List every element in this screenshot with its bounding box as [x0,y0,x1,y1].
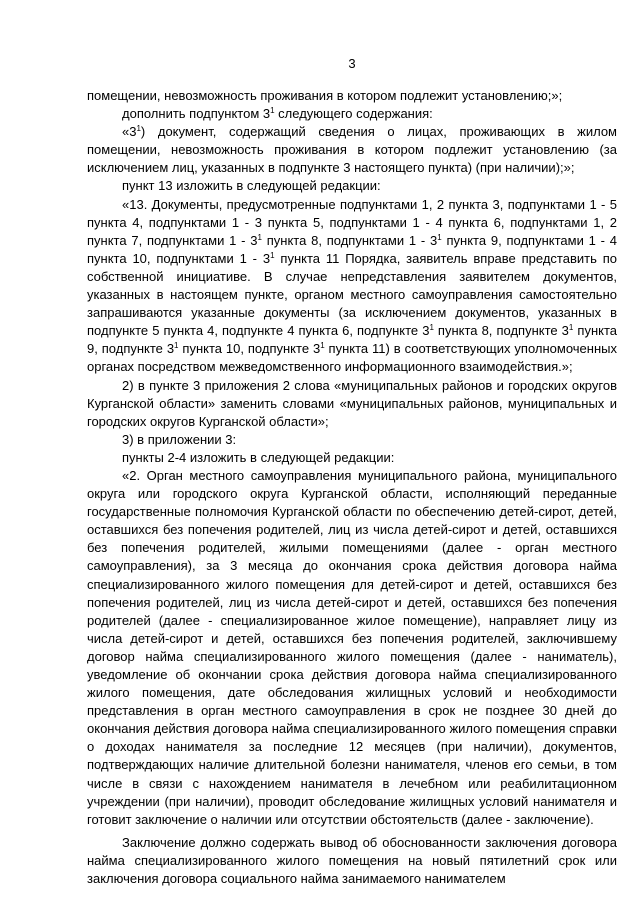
paragraph-add-subpoint: дополнить подпунктом $3^1$ следующего содержания: [122,106,433,122]
paragraph-point-13: «13. Документы, предусмотренные подпунктами 1, 2 пункта 3, подпунктами 1 - 5 пункта 4, подпунктами 1 - 3 пункта 5, подпунктами 1 - 4 пункта 6, подпунктами 1, 2 пункта 7, подпунктами $1 - 3^1$ пункта 8, подпунктами $1 - 3^1$ пункта 9, подпунктами 1 - 4 пункта 10, подпунктами $1 - 3^1$ пункта 11 Порядка, заявитель вправе представить по собственной инициативе. В случае непредставления заявителем документов, указанных в настоящем пункте, органом местного самоуправления самостоятельно запрашиваются указанные документы (за исключением документов, указанных в подпункте 5 пункта 4, подпункте 4 пункта 6, подпункте $3^1$ пункта 8, подпункте $3^1$ пункта 9, подпункте $3^1$ пункта 10, подпункте $3^1$ пункта 11) в соответствующих уполномоченных органах посредством межведомственного информационного взаимодействия.»; [87,196,617,375]
paragraph-appendix-2-amendment: 2) в пункте 3 приложения 2 слова «муниципальных районов и городских округов Курганской области» заменить словами «муниципальных районов, муниципальных и городских округов Курганской области»; [87,377,617,429]
document-body [87,87,617,888]
paragraph-points-2-4-intro: пункты 2-4 изложить в следующей редакции: [122,449,395,465]
paragraph-appendix-3: 3) в приложении 3: [122,431,237,447]
page-number: 3 [348,56,356,71]
paragraph-conclusion: Заключение должно содержать вывод об обоснованности заключения договора найма специализированного жилого помещения на новый пятилетний срок или заключения договора социального найма занимаемого нанимателем [87,834,617,887]
paragraph-subpoint-3-1: «$3^1$) документ, содержащий сведения о лицах, проживающих в жилом помещении, невозможность проживания в котором подлежит установлению (за исключением лиц, указанных в подпункте 3 настоящего пункта) (при наличии);»; [87,124,617,176]
paragraph-point-13-intro: пункт 13 изложить в следующей редакции: [122,178,381,194]
paragraph-housing-continuation: помещении, невозможность проживания в котором подлежит установлению;»; [87,88,563,103]
paragraph-point-2: «2. Орган местного самоуправления муниципального района, муниципального округа или городского округа Курганской области, исполняющий переданные государственные полномочия Курганской области по обеспечению детей-сирот, детей, оставшихся без попечения родителей, лиц из числа детей-сирот и детей, оставшихся без попечения родителей, жилыми помещениями (далее - орган местного самоуправления), за 3 месяца до окончания срока действия договора найма специализированного жилого помещения для детей-сирот и детей, оставшихся без попечения родителей, лиц из числа детей-сирот и детей, оставшихся без попечения родителей (далее - специализированное жилое помещение), направляет лицу из числа детей-сирот и детей, оставшихся без попечения родителей, заключившему договор найма специализированного жилого помещения (далее - наниматель), уведомление об окончании срока действия договора найма специализированного жилого помещения, дате обследования жилищных условий и необходимости представления в орган местного самоуправления в срок не позднее 30 дней до окончания действия договора найма специализированного жилого помещения справки о доходах нанимателя за последние 12 месяцев (при наличии), документов, подтверждающих наличие длительной болезни нанимателя, членов его семьи, в том числе в связи с нахождением нанимателя в лечебном или реабилитационном учреждении (при наличии), проводит обследование жилищных условий нанимателя и готовит заключение о наличии или отсутствии обстоятельств (далее - заключение). [87,467,617,827]
